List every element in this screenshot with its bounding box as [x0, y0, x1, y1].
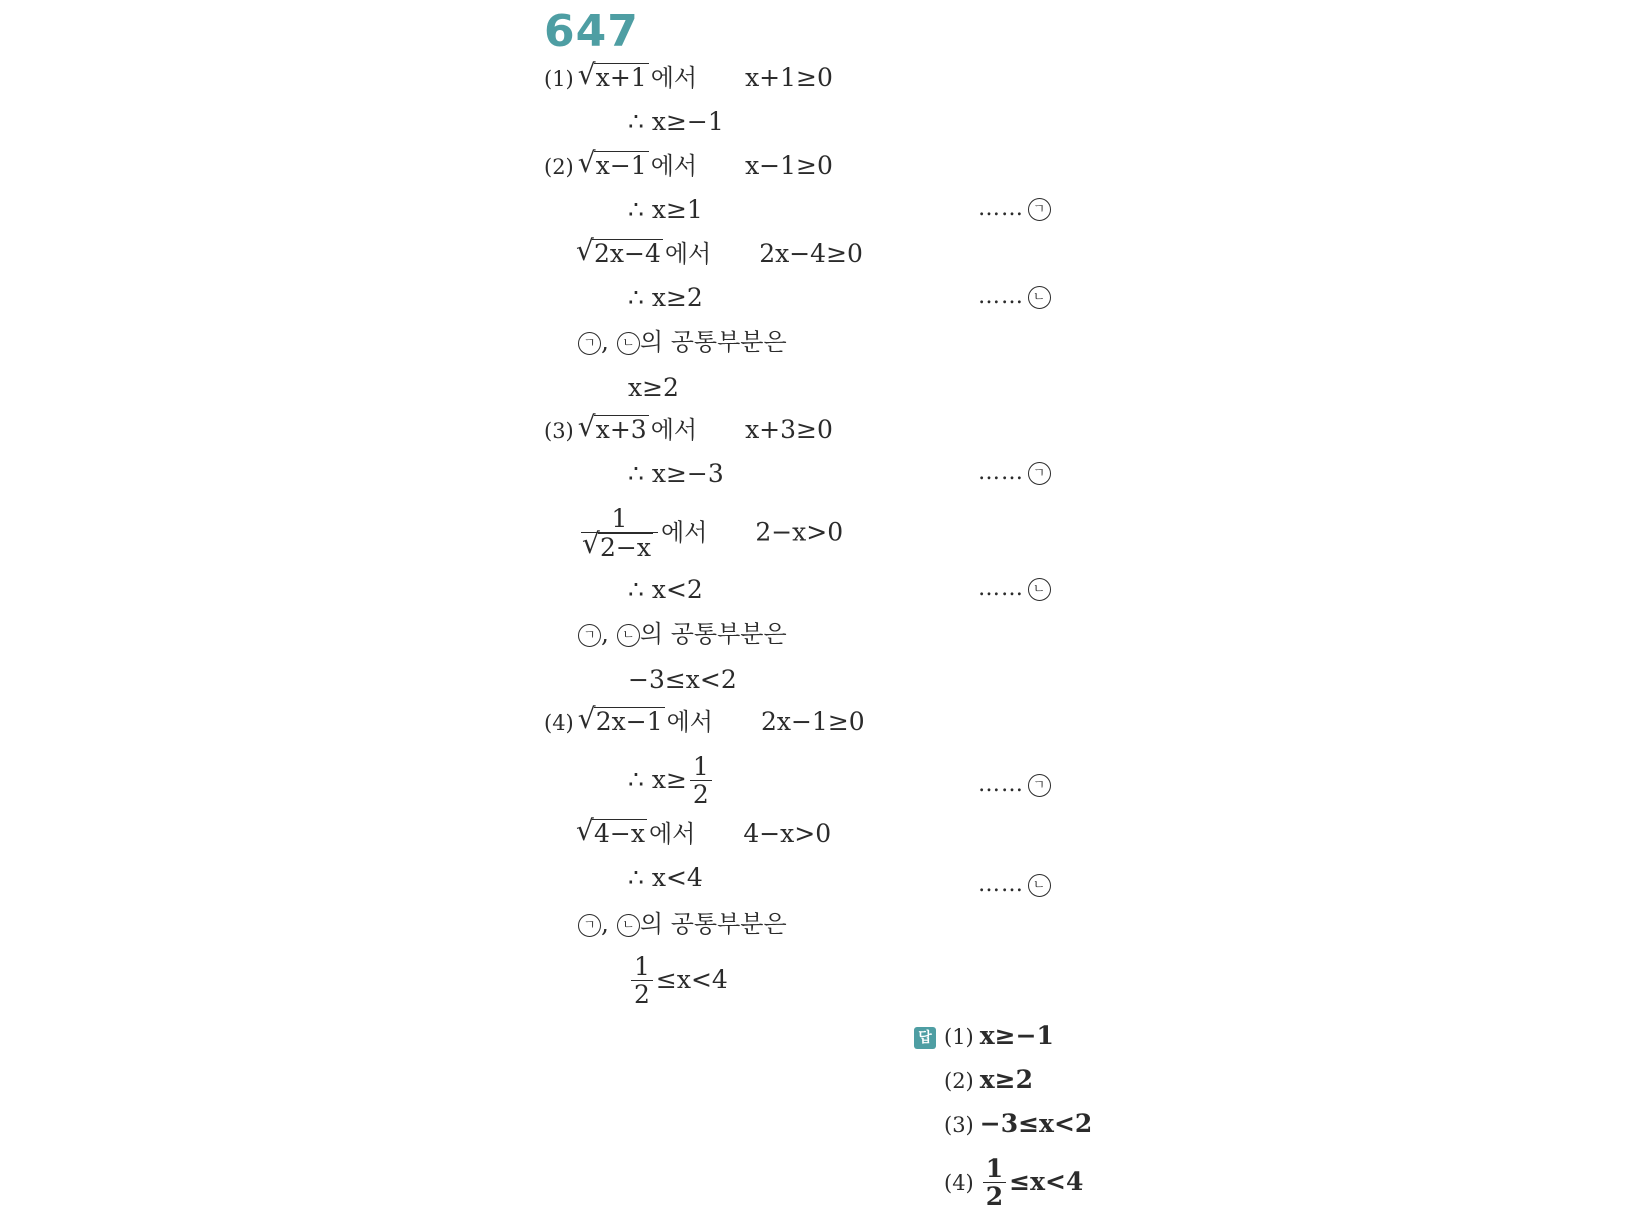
circled-marker-icon: ㄱ	[578, 624, 601, 647]
answer-tag: (3)	[944, 1113, 974, 1137]
part3-result2	[628, 574, 703, 606]
answer-line-3	[944, 1108, 1092, 1141]
result-prefix: x≥	[651, 765, 687, 794]
part3-result1	[628, 458, 724, 490]
fraction-numerator: 1	[692, 752, 709, 781]
condition: 2x−4≥0	[759, 239, 863, 268]
answer-value: x≥2	[979, 1065, 1033, 1094]
sqrt-expression	[580, 62, 649, 94]
answer-value: x≥−1	[979, 1021, 1054, 1050]
circled-marker-icon: ㄱ	[578, 332, 601, 355]
common-part-text: 의 공통부분은	[639, 620, 787, 648]
part1-result	[628, 106, 724, 138]
sqrt-expression	[578, 238, 663, 270]
eseo-text: 에서	[660, 518, 708, 547]
fraction-denominator: 2	[983, 1182, 1006, 1211]
circled-marker-icon: ㄱ	[1028, 774, 1051, 797]
eseo-text: 에서	[650, 416, 698, 444]
fraction-numerator: 1	[634, 952, 650, 981]
common-range: x≥2	[628, 373, 679, 402]
common-range: −3≤x<2	[628, 665, 737, 694]
part4-line1	[544, 706, 865, 739]
problem-number: 647	[544, 6, 639, 57]
radicand: x+3	[595, 415, 647, 444]
result: x<4	[651, 863, 703, 892]
eseo-text: 에서	[650, 152, 698, 180]
therefore-symbol: ∴	[628, 283, 644, 312]
sqrt-expression	[578, 818, 647, 850]
part-tag: (1)	[544, 67, 574, 91]
circled-marker-icon: ㄱ	[1028, 198, 1051, 221]
radicand: 4−x	[594, 819, 645, 848]
circled-marker-icon: ㄴ	[1028, 286, 1051, 309]
radicand: 2x−1	[595, 707, 663, 736]
marker-dots: …… ㄱ	[978, 772, 1051, 797]
part2-common-label: ㄱ , ㄴ 의 공통부분은	[578, 326, 787, 358]
therefore-symbol: ∴	[628, 863, 644, 892]
sqrt-expression	[580, 150, 649, 182]
condition: 4−x>0	[743, 819, 832, 848]
eseo-text: 에서	[666, 708, 713, 736]
therefore-symbol: ∴	[628, 765, 644, 794]
part4-result1	[628, 754, 715, 809]
fraction-denominator: 2	[631, 980, 653, 1009]
part2-common	[628, 372, 679, 404]
circled-marker-icon: ㄴ	[1028, 874, 1051, 897]
part3-line2	[578, 506, 843, 562]
common-part-text: 의 공통부분은	[639, 910, 787, 938]
circled-marker-icon: ㄴ	[617, 914, 640, 937]
radicand: x+1	[595, 63, 647, 92]
condition: 2−x>0	[755, 517, 844, 547]
part3-line1	[544, 414, 833, 447]
part4-common-label: ㄱ , ㄴ 의 공통부분은	[578, 908, 787, 940]
fraction	[631, 954, 653, 1009]
answer-value: −3≤x<2	[979, 1109, 1093, 1138]
result: x≥1	[651, 195, 703, 224]
result: x≥2	[651, 283, 703, 312]
part4-result2	[628, 862, 703, 894]
therefore-symbol: ∴	[628, 107, 644, 136]
eseo-text: 에서	[664, 240, 712, 268]
part4-common	[628, 954, 728, 1009]
fraction-numerator: 1	[611, 504, 628, 533]
circled-marker-icon: ㄱ	[578, 914, 601, 937]
fraction	[581, 506, 658, 562]
fraction	[690, 754, 712, 809]
part-tag: (3)	[544, 419, 574, 443]
marker-dots: …… ㄱ	[978, 196, 1051, 221]
circled-marker-icon: ㄴ	[617, 332, 640, 355]
part1-line1	[544, 62, 833, 95]
sqrt-expression	[580, 706, 665, 738]
condition: x+1≥0	[745, 63, 833, 92]
answer-value-suffix: ≤x<4	[1009, 1167, 1084, 1196]
condition: 2x−1≥0	[760, 707, 865, 736]
sqrt-expression	[580, 414, 649, 446]
answer-tag: (1)	[944, 1025, 974, 1049]
common-part-text: 의 공통부분은	[639, 328, 787, 356]
radicand: x−1	[595, 151, 647, 180]
answer-line-4	[944, 1156, 1083, 1211]
circled-marker-icon: ㄱ	[1028, 462, 1051, 485]
part2-line1	[544, 150, 833, 183]
fraction-denominator: 2	[690, 780, 712, 809]
marker-dots: …… ㄴ	[978, 576, 1051, 601]
eseo-text: 에서	[648, 820, 696, 848]
marker-dots: …… ㄴ	[978, 872, 1051, 897]
fraction	[983, 1156, 1006, 1211]
answer-badge-icon: 답	[914, 1027, 936, 1049]
result: x≥−1	[651, 107, 724, 136]
result: x<2	[651, 575, 703, 604]
sqrt-expression	[584, 533, 653, 562]
marker-dots: …… ㄴ	[978, 284, 1051, 309]
common-range-suffix: ≤x<4	[655, 965, 728, 994]
answer-line-1	[914, 1020, 1054, 1053]
radicand: 2−x	[600, 533, 651, 562]
part2-result1	[628, 194, 703, 226]
answer-line-2	[944, 1064, 1033, 1097]
part4-line2	[578, 818, 831, 850]
fraction-numerator: 1	[985, 1154, 1004, 1183]
radicand: 2x−4	[594, 239, 661, 268]
part2-line2	[578, 238, 863, 270]
part3-common-label: ㄱ , ㄴ 의 공통부분은	[578, 618, 787, 650]
result: x≥−3	[651, 459, 724, 488]
marker-dots: …… ㄱ	[978, 460, 1051, 485]
therefore-symbol: ∴	[628, 195, 644, 224]
part3-common	[628, 664, 737, 696]
part-tag: (2)	[544, 155, 574, 179]
eseo-text: 에서	[650, 64, 698, 92]
answer-tag: (4)	[944, 1171, 974, 1195]
condition: x+3≥0	[745, 415, 833, 444]
condition: x−1≥0	[745, 151, 833, 180]
part-tag: (4)	[544, 711, 574, 735]
therefore-symbol: ∴	[628, 575, 644, 604]
circled-marker-icon: ㄴ	[617, 624, 640, 647]
part2-result2	[628, 282, 703, 314]
circled-marker-icon: ㄴ	[1028, 578, 1051, 601]
therefore-symbol: ∴	[628, 459, 644, 488]
answer-tag: (2)	[944, 1069, 974, 1093]
